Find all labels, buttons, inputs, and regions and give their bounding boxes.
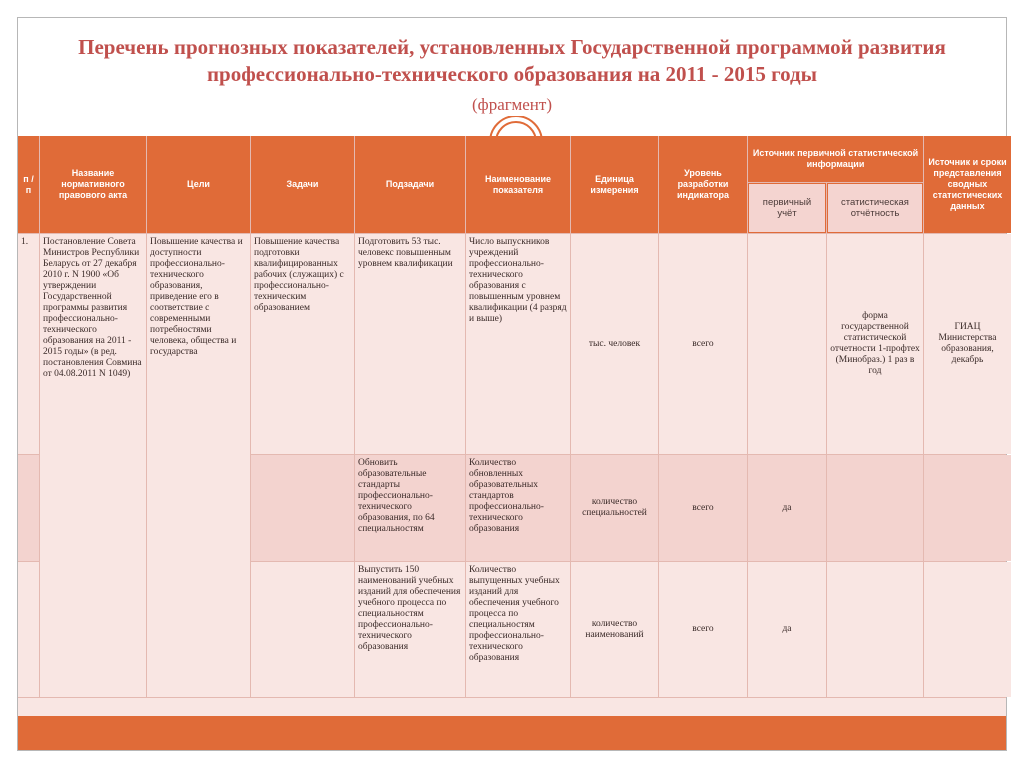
col-header-unit: Единица измерения bbox=[571, 136, 658, 233]
footer-band bbox=[18, 716, 1006, 750]
col-header-tasks: Задачи bbox=[251, 136, 354, 233]
col-header-primary-source: Источник первичной статистической информации bbox=[748, 136, 923, 182]
row2-num bbox=[18, 455, 39, 561]
row1-primary bbox=[748, 234, 826, 454]
row1-tasks: Повышение качества подготовки квалифицированных рабочих (служащих) с профессионально-техническим образованием bbox=[251, 234, 354, 454]
row3-subtasks: Выпустить 150 наименований учебных изданий для обеспечения учебного процесса по специальностям профессионально-технического образования bbox=[355, 562, 465, 697]
table-bottom-strip bbox=[18, 698, 1006, 716]
row2-unit: количество специальностей bbox=[571, 455, 658, 561]
row3-num bbox=[18, 562, 39, 697]
row1-unit: тыс. человек bbox=[571, 234, 658, 454]
row3-level: всего bbox=[659, 562, 747, 697]
col-header-stat-reporting: статистическая отчётность bbox=[827, 183, 923, 233]
row2-stat bbox=[827, 455, 923, 561]
row3-stat bbox=[827, 562, 923, 697]
col-header-subtasks: Подзадачи bbox=[355, 136, 465, 233]
col-header-num: п / п bbox=[18, 136, 39, 233]
row1-act: Постановление Совета Министров Республики Беларусь от 27 декабря 2010 г. N 1900 «Об утверждении Государственной программы развития профессионально-технического образования на 2011 - 2015 годы» (в ред. постановления Совмина от 04.08.2011 N 1049) bbox=[40, 234, 146, 697]
row3-primary: да bbox=[748, 562, 826, 697]
row1-stat: форма государственной статистической отчетности 1-профтех (Минобраз.) 1 раз в год bbox=[827, 234, 923, 454]
col-header-summary-source: Источник и сроки представления сводных статистических данных bbox=[924, 136, 1011, 233]
col-header-goals: Цели bbox=[147, 136, 250, 233]
row1-indicator: Число выпускников учреждений профессионально-технического образования с повышенным уровнем квалификации (4 разряд и выше) bbox=[466, 234, 570, 454]
col-header-act: Название нормативного правового акта bbox=[40, 136, 146, 233]
indicators-table bbox=[18, 136, 1006, 698]
row3-indicator: Количество выпущенных учебных изданий для обеспечения учебного процесса по специальностям профессионально-технического образования bbox=[466, 562, 570, 697]
col-header-indicator: Наименование показателя bbox=[466, 136, 570, 233]
row2-indicator: Количество обновленных образовательных стандартов профессионально-технического образования bbox=[466, 455, 570, 561]
row2-subtasks: Обновить образовательные стандарты профессионально-технического образования, по 64 специальностям bbox=[355, 455, 465, 561]
row2-primary: да bbox=[748, 455, 826, 561]
row1-subtasks: Подготовить 53 тыс. человекс повышенным уровнем квалификации bbox=[355, 234, 465, 454]
page-subtitle: (фрагмент) bbox=[472, 95, 552, 114]
row2-tasks bbox=[251, 455, 354, 561]
row1-goals: Повышение качества и доступности профессионально-технического образования, приведение его в соответствие с современными потребностями человека, общества и государства bbox=[147, 234, 250, 697]
row3-unit: количество наименований bbox=[571, 562, 658, 697]
row1-level: всего bbox=[659, 234, 747, 454]
row3-summary bbox=[924, 562, 1011, 697]
row1-num: 1. bbox=[18, 234, 39, 454]
row2-summary bbox=[924, 455, 1011, 561]
page-title: Перечень прогнозных показателей, установленных Государственной программой развития профессионально-технического образования на 2011 - 2015 годы bbox=[78, 35, 946, 86]
row3-tasks bbox=[251, 562, 354, 697]
col-header-level: Уровень разработки индикатора bbox=[659, 136, 747, 233]
row1-summary: ГИАЦ Министерства образования, декабрь bbox=[924, 234, 1011, 454]
row2-level: всего bbox=[659, 455, 747, 561]
col-header-primary-accounting: первичный учёт bbox=[748, 183, 826, 233]
